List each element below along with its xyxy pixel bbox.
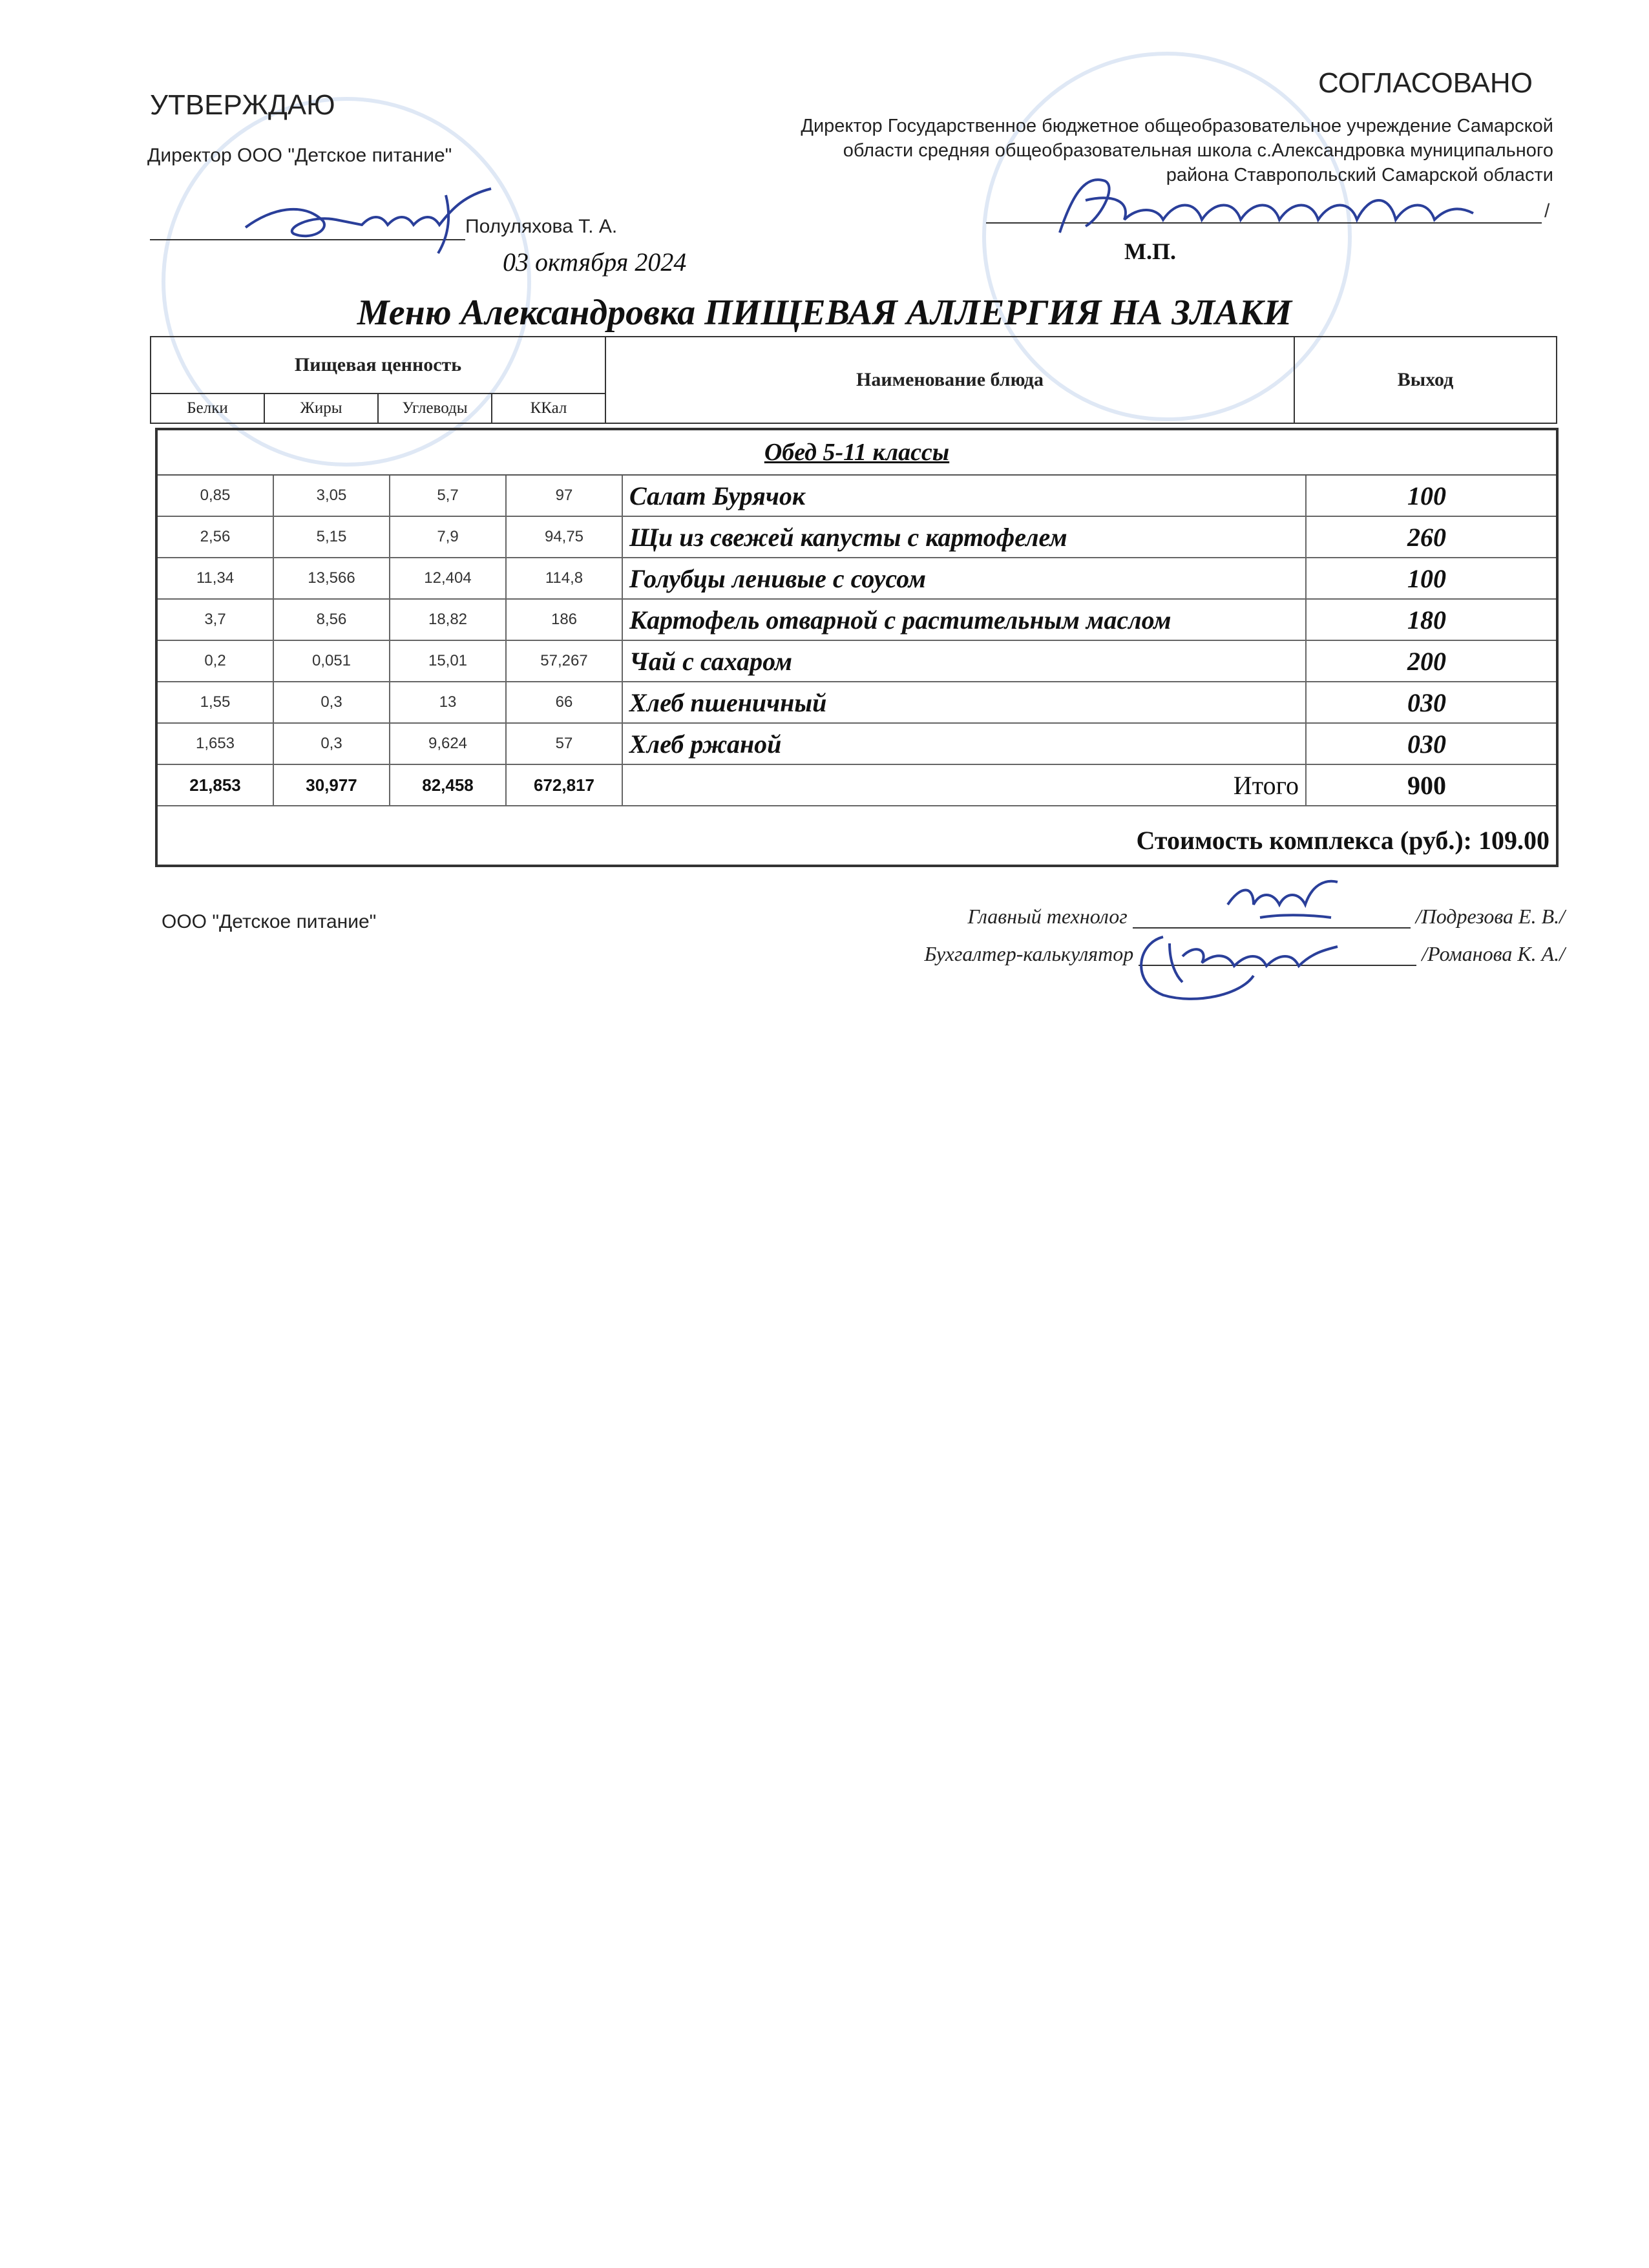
header-nutrition: Пищевая ценность: [151, 337, 606, 394]
total-kcal: 672,817: [507, 765, 623, 805]
accountant-name: /Романова К. А./: [1422, 942, 1565, 965]
cell-dish-name: Картофель отварной с растительным маслом: [623, 600, 1307, 640]
cell-kcal: 114,8: [507, 558, 623, 598]
accountant-signature: [1124, 918, 1344, 1008]
cell-carbs: 12,404: [390, 558, 507, 598]
cell-dish-name: Салат Бурячок: [623, 476, 1307, 516]
header-fat: Жиры: [265, 394, 379, 423]
accountant-role: Бухгалтер-калькулятор: [924, 942, 1134, 965]
cell-fat: 13,566: [274, 558, 390, 598]
cell-carbs: 5,7: [390, 476, 507, 516]
agreement-mp: М.П.: [1124, 238, 1176, 264]
table-row: [158, 600, 1556, 641]
cell-fat: 8,56: [274, 600, 390, 640]
technologist-role: Главный технолог: [967, 905, 1128, 928]
approval-date: 03 октября 2024: [503, 247, 687, 277]
approval-role: Директор ООО "Детское питание": [147, 145, 452, 166]
header-table: [150, 336, 1557, 424]
agreement-title: СОГЛАСОВАНО: [1318, 67, 1533, 99]
agreement-role-line: области средняя общеобразовательная школа с.Александровка муниципального: [843, 140, 1553, 161]
cell-carbs: 15,01: [390, 641, 507, 681]
header-kcal: ККал: [492, 394, 606, 423]
agreement-role-line: района Ставропольский Самарской области: [1166, 165, 1553, 185]
cell-carbs: 7,9: [390, 517, 507, 557]
section-title: Обед 5-11 классы: [158, 430, 1556, 476]
cell-kcal: 97: [507, 476, 623, 516]
cell-fat: 0,051: [274, 641, 390, 681]
menu-table: [155, 428, 1559, 867]
table-row: [158, 682, 1556, 724]
cell-kcal: 186: [507, 600, 623, 640]
header-carbs: Углеводы: [379, 394, 492, 423]
cell-output: 180: [1407, 605, 1446, 635]
cell-dish-name: Хлеб ржаной: [623, 724, 1307, 764]
agreement-role-line: Директор Государственное бюджетное общеобразовательное учреждение Самарской: [801, 116, 1553, 136]
cell-protein: 0,85: [158, 476, 274, 516]
cell-output: 260: [1407, 522, 1446, 552]
cell-kcal: 57,267: [507, 641, 623, 681]
cell-kcal: 57: [507, 724, 623, 764]
cell-protein: 1,55: [158, 682, 274, 722]
cell-carbs: 13: [390, 682, 507, 722]
table-row: [158, 641, 1556, 682]
cell-kcal: 94,75: [507, 517, 623, 557]
cell-dish-name: Щи из свежей капусты с картофелем: [623, 517, 1307, 557]
cell-protein: 3,7: [158, 600, 274, 640]
total-protein: 21,853: [158, 765, 274, 805]
cell-kcal: 66: [507, 682, 623, 722]
table-row: [158, 724, 1556, 765]
cell-carbs: 18,82: [390, 600, 507, 640]
cell-output: 030: [1407, 688, 1446, 717]
technologist-name: /Подрезова Е. В./: [1415, 905, 1565, 928]
cell-dish-name: Голубцы ленивые с соусом: [623, 558, 1307, 598]
cell-protein: 1,653: [158, 724, 274, 764]
total-output: 900: [1407, 770, 1446, 800]
cell-output: 100: [1407, 481, 1446, 510]
table-row: [158, 476, 1556, 517]
cell-carbs: 9,624: [390, 724, 507, 764]
cell-output: 100: [1407, 563, 1446, 593]
header-output: Выход: [1397, 369, 1454, 390]
cell-protein: 2,56: [158, 517, 274, 557]
total-fat: 30,977: [274, 765, 390, 805]
total-label: Итого: [623, 765, 1307, 805]
approval-name: Полуляхова Т. А.: [465, 216, 618, 237]
cell-fat: 0,3: [274, 682, 390, 722]
approval-title: УТВЕРЖДАЮ: [150, 89, 335, 121]
total-carbs: 82,458: [390, 765, 507, 805]
cell-fat: 5,15: [274, 517, 390, 557]
footer-company: ООО "Детское питание": [162, 911, 377, 932]
cell-output: 030: [1407, 729, 1446, 759]
header-dish-name: Наименование блюда: [606, 337, 1295, 423]
cell-fat: 3,05: [274, 476, 390, 516]
menu-title: Меню Александровка ПИЩЕВАЯ АЛЛЕРГИЯ НА ЗЛАКИ: [357, 293, 1292, 333]
cell-dish-name: Хлеб пшеничный: [623, 682, 1307, 722]
cell-fat: 0,3: [274, 724, 390, 764]
complex-cost: Стоимость комплекса (руб.): 109.00: [1136, 825, 1549, 855]
cell-output: 200: [1407, 646, 1446, 676]
cell-protein: 11,34: [158, 558, 274, 598]
table-row: [158, 558, 1556, 600]
approval-signature: [233, 169, 504, 260]
agreement-slash: /: [1544, 200, 1550, 222]
cell-dish-name: Чай с сахаром: [623, 641, 1307, 681]
table-row: [158, 517, 1556, 558]
total-row: [158, 765, 1556, 806]
header-protein: Белки: [151, 394, 265, 423]
agreement-signature: [1047, 155, 1486, 252]
cell-protein: 0,2: [158, 641, 274, 681]
